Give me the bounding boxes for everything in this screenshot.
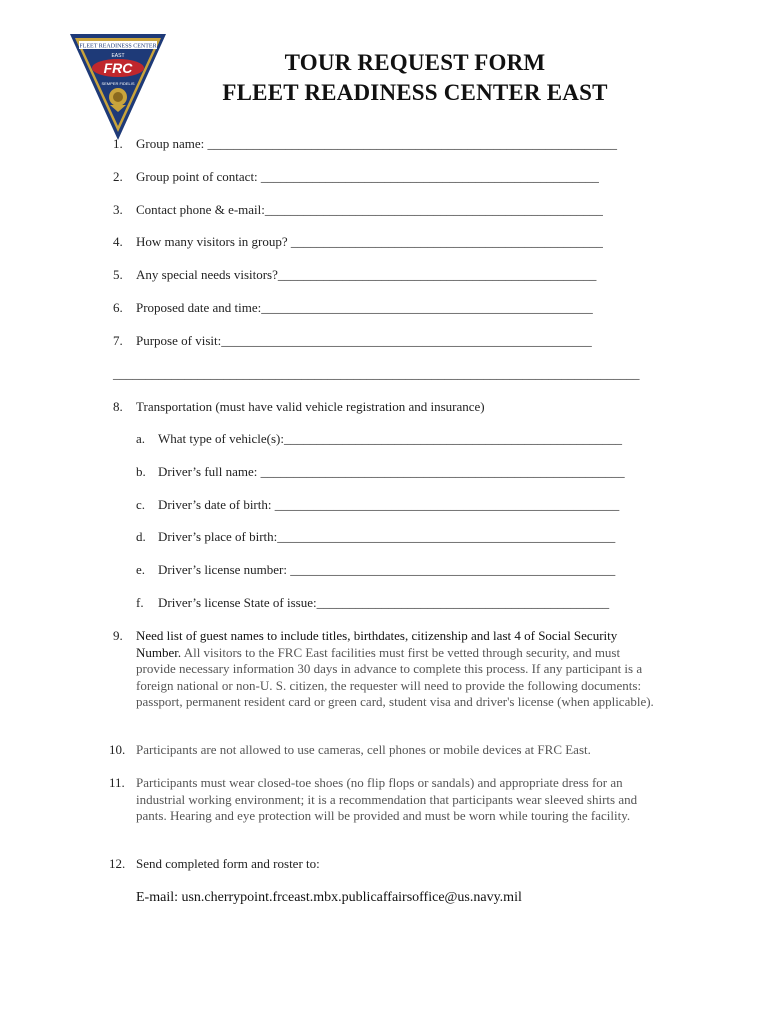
guest-list-requirements: Need list of guest names to include titles, birthdates, citizenship and last 4 of Social Security Number. All visitors to the FRC East facilities must first be vetted through security, and must provide necessary information 30 days in advance to complete this process. If any participant is a foreign national or non-U. S. citizen, the requester will need to provide the following documents: passport, permanent resident card or green card, student visa and driver's license (when applicable). [136,628,654,709]
svg-text:EAST: EAST [111,53,125,59]
frc-east-logo [68,32,168,142]
form-subtitle: FLEET READINESS CENTER EAST [222,80,608,105]
dress-code-note: Participants must wear closed-toe shoes (no flip flops or sandals) and appropriate dress for an industrial working environment; it is a recommendation that participants wear sleeved shirts and pants. Hearing and eye protection will be provided and must be worn while touring the facility. [136,775,638,823]
field-purpose-continuation[interactable]: _________________________________________________________________________________ [113,366,640,381]
contact-email[interactable]: E-mail: usn.cherrypoint.frceast.mbx.publicaffairsoffice@us.navy.mil [136,890,522,905]
svg-text:SEMPER FIDELIS: SEMPER FIDELIS [101,81,135,86]
svg-text:FRC: FRC [103,60,133,76]
form-title: TOUR REQUEST FORM [284,50,546,75]
svg-text:FLEET READINESS CENTER: FLEET READINESS CENTER [79,43,157,50]
send-form-instruction: Send completed form and roster to: [136,856,320,871]
device-restriction-note: Participants are not allowed to use cameras, cell phones or mobile devices at FRC East. [136,742,591,757]
